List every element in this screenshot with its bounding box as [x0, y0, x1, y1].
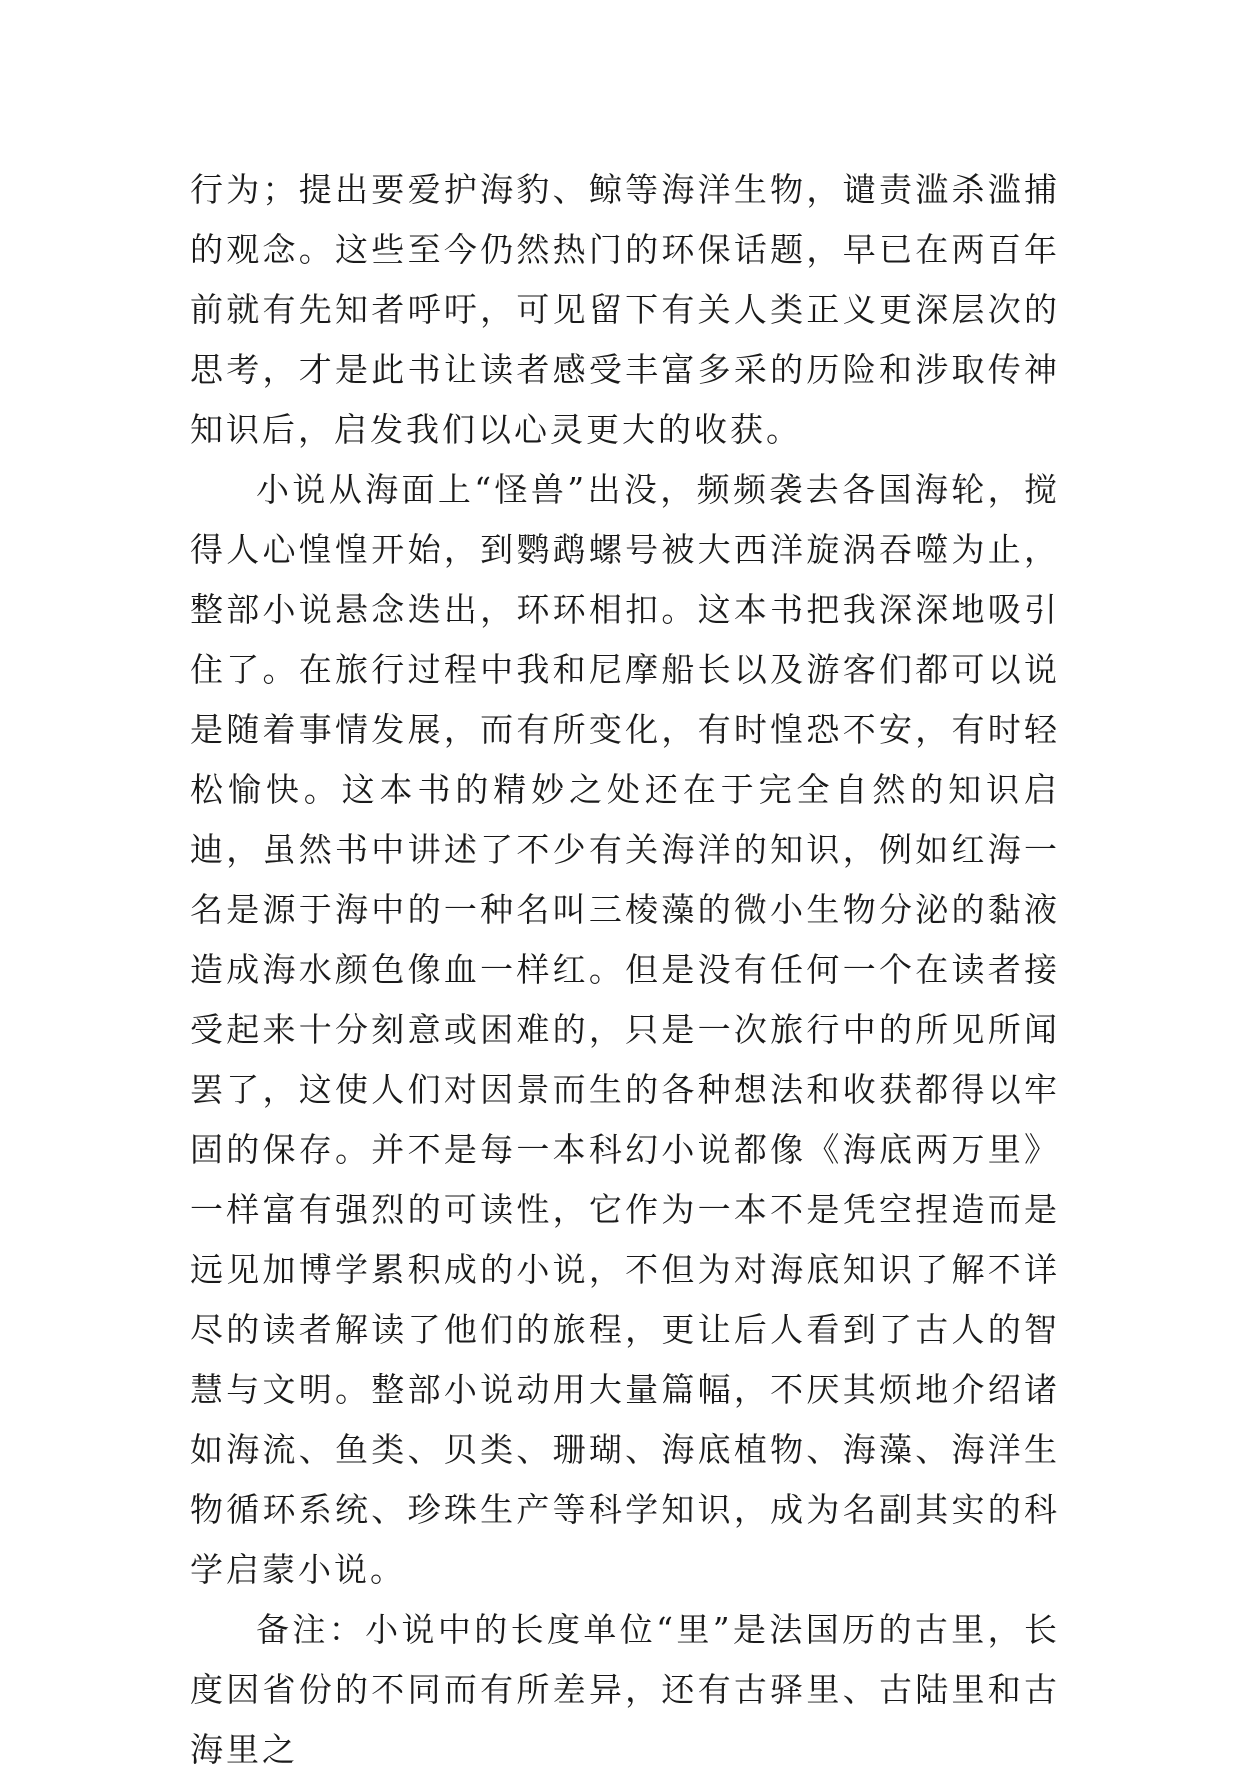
body-text	[190, 160, 1060, 1780]
paragraph-novel-summary: 小说从海面上“怪兽”出没，频频袭去各国海轮，搅得人心惶惶开始，到鹦鹉螺号被大西洋旋涡吞噬为止，整部小说悬念迭出，环环相扣。这本书把我深深地吸引住了。在旅行过程中我和尼摩船长以及游客们都可以说是随着事情发展，而有所变化，有时惶恐不安，有时轻松愉快。这本书的精妙之处还在于完全自然的知识启迪，虽然书中讲述了不少有关海洋的知识，例如红海一名是源于海中的一种名叫三棱藻的微小生物分泌的黏液造成海水颜色像血一样红。但是没有任何一个在读者接受起来十分刻意或困难的，只是一次旅行中的所见所闻罢了，这使人们对因景而生的各种想法和收获都得以牢固的保存。并不是每一本科幻小说都像《海底两万里》一样富有强烈的可读性，它作为一本不是凭空捏造而是远见加博学累积成的小说，不但为对海底知识了解不详尽的读者解读了他们的旅程，更让后人看到了古人的智慧与文明。整部小说动用大量篇幅，不厌其烦地介绍诸如海流、鱼类、贝类、珊瑚、海底植物、海藻、海洋生物循环系统、珍珠生产等科学知识，成为名副其实的科学启蒙小说。	[190, 470, 1060, 1589]
paragraph-continued: 行为；提出要爱护海豹、鲸等海洋生物，谴责滥杀滥捕的观念。这些至今仍然热门的环保话题，早已在两百年前就有先知者呼吁，可见留下有关人类正义更深层次的思考，才是此书让读者感受丰富多采的历险和涉取传神知识后，启发我们以心灵更大的收获。	[190, 170, 1060, 449]
paragraph-note: 备注：小说中的长度单位“里”是法国历的古里，长度因省份的不同而有所差异，还有古驿里、古陆里和古海里之	[190, 1610, 1060, 1769]
